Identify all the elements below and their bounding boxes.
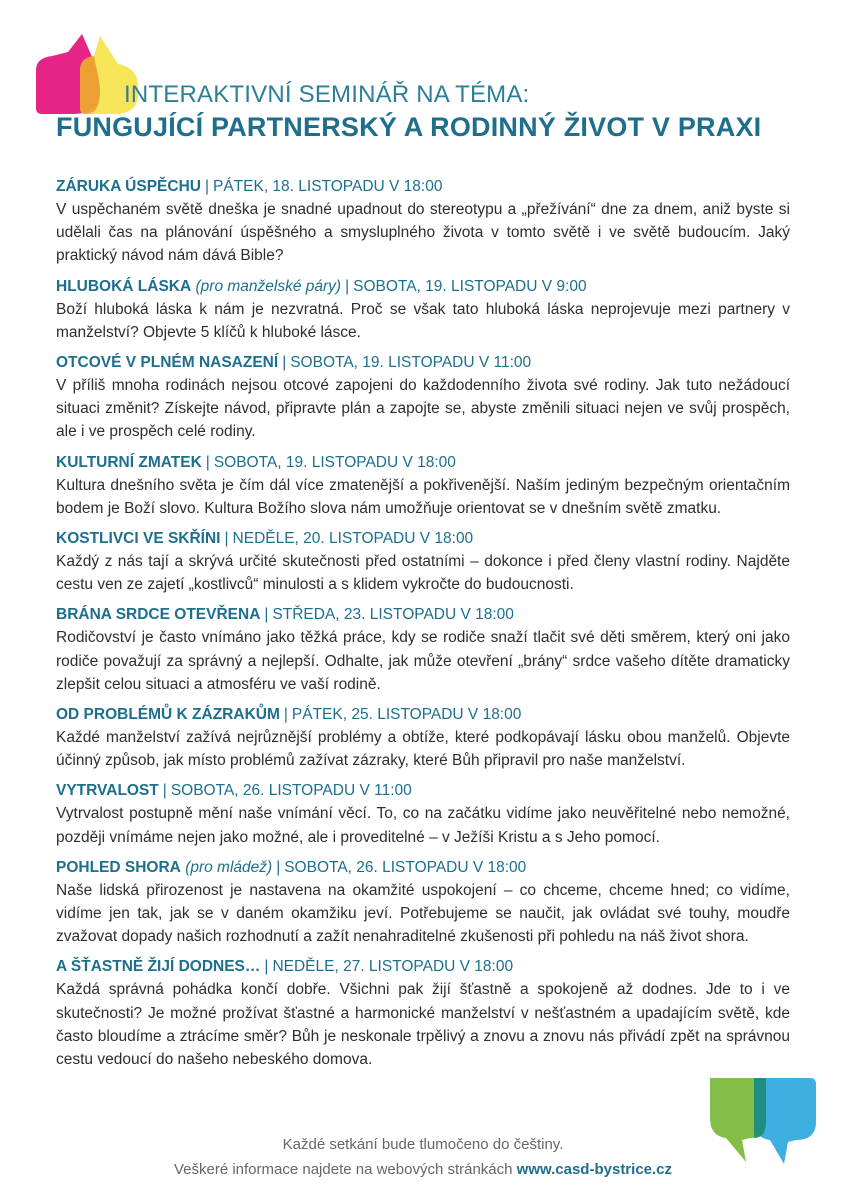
session-heading — [56, 528, 790, 549]
session-heading — [56, 956, 790, 977]
session-date: PÁTEK, 18. LISTOPADU V 18:00 — [213, 178, 443, 195]
session-heading — [56, 276, 790, 297]
session-description: Boží hluboká láska k nám je nezvratná. Proč se však tato hluboká láska neprojevuje mezi partnery v manželství? Objevte 5 klíčů k hluboké lásce. — [56, 300, 790, 341]
session-description: Každý z nás tají a skrývá určité skutečnosti před ostatními – dokonce i před členy vlastní rodiny. Najděte cestu ven ze zajetí „kostlivců“ minulosti a s klidem vykročte do budoucnosti. — [56, 553, 790, 594]
website-link[interactable]: www.casd-bystrice.cz — [516, 1161, 673, 1178]
session-description: Každé manželství zažívá nejrůznější problémy a obtíže, které podkopávají lásku obou manželů. Objevte účinný způsob, jak místo problémů zažívat zázraky, které Bůh připravil pro naše manželství. — [56, 729, 790, 770]
session-item — [56, 176, 790, 268]
footer-info-line — [0, 1157, 846, 1182]
session-title: POHLED SHORA — [56, 858, 181, 876]
session-title: A ŠŤASTNĚ ŽIJÍ DODNES… — [56, 958, 261, 976]
session-title: VYTRVALOST — [56, 782, 159, 800]
separator: | — [205, 453, 210, 471]
session-heading — [56, 857, 790, 878]
session-description: Každá správná pohádka končí dobře. Všichni pak žijí šťastně a spokojeně až dodnes. Jde to i ve skutečnosti? Je možné prožívat šťastné a harmonické manželství v nešťastném a upadajícím světě, kde často bloudíme a ztrácíme směr? Bůh je neskonale trpělivý a znovu a znovu nás přivádí zpět na správnou cestu vedoucí do našeho nebeského domova. — [56, 981, 790, 1069]
separator: | — [276, 858, 281, 876]
session-item — [56, 528, 790, 596]
session-item — [56, 276, 790, 344]
session-heading — [56, 452, 790, 473]
session-description: Rodičovství je často vnímáno jako těžká práce, kdy se rodiče snaží tlačit své děti směrem, který oni jako rodiče považují za správný a nejlepší. Odhalte, jak může otevření „brány“ srdce vašeho dítěte dramaticky zlepšit celou situaci a atmosféru ve vaší rodině. — [56, 629, 790, 693]
separator: | — [282, 354, 287, 372]
session-item — [56, 704, 790, 772]
separator: | — [264, 606, 269, 624]
session-heading — [56, 704, 790, 725]
footer-translation-note: Každé setkání bude tlumočeno do češtiny. — [282, 1136, 564, 1153]
session-title: KULTURNÍ ZMATEK — [56, 453, 202, 471]
session-description: Vytrvalost postupně mění naše vnímání věcí. To, co na začátku vidíme jako neuvěřitelné nebo nemožné, později vnímáme nejen jako možné, ale i proveditelné – v Ježíši Kristu a s Jeho pomocí. — [56, 805, 790, 846]
session-description: Kultura dnešního světa je čím dál více zmatenější a pokřivenější. Naším jediným bezpečným orientačním bodem je Boží slovo. Kultura Božího slova nám umožňuje orientovat se v dnešním světě zmatku. — [56, 476, 790, 517]
session-heading — [56, 352, 790, 373]
session-title: OD PROBLÉMŮ K ZÁZRAKŮM — [56, 706, 280, 724]
separator: | — [224, 530, 229, 548]
session-note: (pro manželské páry) — [195, 277, 342, 295]
session-description: V uspěchaném světě dneška je snadné upadnout do stereotypu a „přežívání“ dne za dnem, aniž byste si udělali čas na plánování úspěšného a smysluplného života v tomto světě i ve světě budoucím. Jaký praktický návod nám dává Bible? — [56, 201, 790, 265]
session-heading — [56, 604, 790, 625]
session-date: SOBOTA, 19. LISTOPADU V 9:00 — [353, 277, 587, 295]
session-title: KOSTLIVCI VE SKŘÍNI — [56, 530, 221, 548]
session-list — [56, 176, 790, 1079]
session-title: HLUBOKÁ LÁSKA — [56, 277, 192, 295]
session-item — [56, 604, 790, 696]
session-item — [56, 956, 790, 1071]
page-footer — [0, 1132, 846, 1182]
footer-info-text: Veškeré informace najdete na webových stránkách — [173, 1161, 513, 1178]
session-title: ZÁRUKA ÚSPĚCHU — [56, 178, 201, 195]
session-date: SOBOTA, 19. LISTOPADU V 18:00 — [213, 453, 456, 471]
session-date: SOBOTA, 19. LISTOPADU V 11:00 — [290, 354, 532, 372]
separator: | — [283, 706, 288, 724]
page-title: FUNGUJÍCÍ PARTNERSKÝ A RODINNÝ ŽIVOT V PRAXI — [56, 112, 762, 142]
session-date: NEDĚLE, 20. LISTOPADU V 18:00 — [232, 530, 474, 548]
session-title: BRÁNA SRDCE OTEVŘENA — [56, 606, 261, 624]
session-date: SOBOTA, 26. LISTOPADU V 18:00 — [284, 858, 527, 876]
session-heading — [56, 176, 790, 197]
session-date: PÁTEK, 25. LISTOPADU V 18:00 — [291, 706, 522, 724]
session-description: Naše lidská přirozenost je nastavena na okamžité uspokojení – co chceme, chceme hned; co vidíme, vidíme jen tak, jak se v daném okamžiku jeví. Potřebujeme se naučit, jak ovládat své touhy, moudře zvažovat dopady našich rozhodnutí a zažít nenahraditelné zkušenosti při pohledu na náš život shora. — [56, 881, 790, 946]
session-heading — [56, 780, 790, 801]
session-date: NEDĚLE, 27. LISTOPADU V 18:00 — [272, 958, 514, 976]
session-title: OTCOVÉ V PLNÉM NASAZENÍ — [56, 354, 279, 372]
session-item — [56, 780, 790, 848]
session-date: SOBOTA, 26. LISTOPADU V 11:00 — [170, 782, 412, 800]
page-header — [56, 80, 816, 144]
session-item — [56, 857, 790, 949]
separator: | — [162, 782, 167, 800]
separator: | — [204, 178, 209, 195]
session-date: STŘEDA, 23. LISTOPADU V 18:00 — [272, 606, 514, 624]
separator: | — [345, 277, 350, 295]
session-item — [56, 352, 790, 444]
session-item — [56, 452, 790, 520]
session-note: (pro mládež) — [185, 858, 273, 876]
session-description: V příliš mnoha rodinách nejsou otcové zapojeni do každodenního života své rodiny. Jak tuto nežádoucí situaci změnit? Získejte návod, připravte plán a zapojte se, abyste změnili situaci nejen ve svůj prospěch, ale i ve prospěch celé rodiny. — [56, 377, 790, 441]
separator: | — [264, 958, 269, 976]
page-subtitle: INTERAKTIVNÍ SEMINÁŘ NA TÉMA: — [124, 81, 530, 108]
